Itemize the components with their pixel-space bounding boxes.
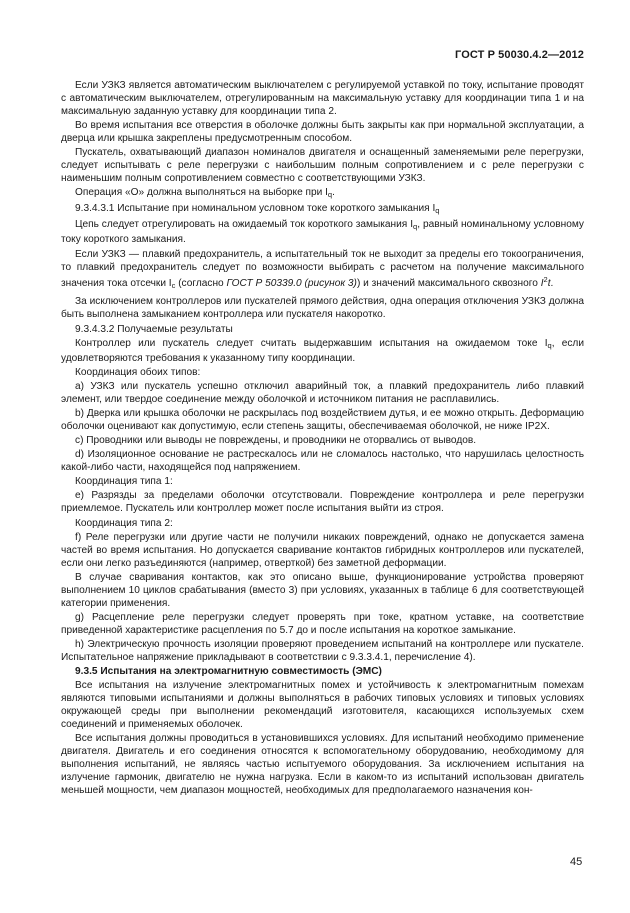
paragraph: Пускатель, охватывающий диапазон номиналов двигателя и оснащенный заменяемыми реле перегрузки, следует испытывать с реле перегрузки с наибольшим полным сопротивлением и с реле перегрузки с наименьшим полным сопротивлением совместно с соответствующими УЗКЗ. <box>61 147 584 185</box>
section-heading-9-3-4-3-2: 9.3.4.3.2 Получаемые результаты <box>75 323 233 335</box>
paragraph: Координация типа 2: <box>75 517 173 529</box>
paragraph: Все испытания должны проводиться в установившихся условиях. Для испытаний необходимо применение двигателя. Двигатель и его соединения относятся к вспомогательному оборудованию, необходимому для выполнения испытаний, не являясь частью испытуемого оборудования. За исключением испытания на излучение гармоник, двигателю не нужна нагрузка. Если в каком-то из испытаний использован двигатель меньшей мощности, чем диапазон мощностей, необходимых для предполагаемого назначения кон- <box>61 733 584 796</box>
section-heading-9-3-5: 9.3.5 Испытания на электромагнитную совместимость (ЭМС) <box>75 665 382 677</box>
paragraph: Координация типа 1: <box>75 476 173 488</box>
list-item-b: b) Дверка или крышка оболочки не раскрылась под воздействием дутья, и ее можно открыть. Деформацию оболочки оценивают как допустимую, если степень защиты, обеспечиваемая оболочкой, не ниже IP2X. <box>61 407 584 432</box>
list-item-d: d) Изоляционное основание не растрескалось или не сломалось настолько, что нарушилась целостность какой-либо части, находящейся под напряжением. <box>61 449 584 474</box>
page-number: 45 <box>570 856 583 868</box>
list-item-a: a) УЗКЗ или пускатель успешно отключил аварийный ток, а плавкий предохранитель либо плавкий элемент, или твердое соединение между оболочкой и источником питания не расплавились. <box>61 380 584 405</box>
paragraph-operation-o: Операция «О» должна выполняться на выборке при $I_q$. <box>75 187 335 200</box>
paragraph: За исключением контроллеров или пускателей прямого действия, одна операция отключения УЗКЗ должна быть выполнена замыканием контроллера или пускателя накоротко. <box>61 296 584 321</box>
document-body <box>61 80 584 799</box>
standard-reference: ГОСТ Р 50339.0 (рисунок 3) <box>226 278 357 290</box>
paragraph-fuse: Если УЗКЗ — плавкий предохранитель, а испытательный ток не выходит за пределы его токоограничения, то плавкий предохранитель следует по возможности выбирать с расчетом на получение максимального значения тока отсечки $I_c$ (согласно ГОСТ Р 50339.0 (рисунок 3)) и значений максимального сквозного $I^2t$. <box>61 248 584 291</box>
list-item-c: c) Проводники или выводы не повреждены, и проводники не оторвались от выводов. <box>75 435 477 447</box>
list-item-f: f) Реле перегрузки или другие части не получили никаких повреждений, однако не допускается замена частей во время испытания. Но допускается сваривание контактов гибридных контроллеров или пускателей, если они легко разъединяются (например, отверткой) без заметной деформации. <box>61 531 584 569</box>
list-item-e: e) Разрязды за пределами оболочки отсутствовали. Повреждение контроллера и реле перегрузки приемлемое. Пускатель или контроллер может после испытания выйти из строя. <box>61 490 584 515</box>
list-item-g: g) Расцепление реле перегрузки следует проверять при токе, кратном уставке, на соответствие приведенной характеристике расцепления по 5.7 до и после испытания на короткое замыкание. <box>61 611 584 636</box>
document-header: ГОСТ Р 50030.4.2—2012 <box>455 49 584 61</box>
paragraph: Цепь следует отрегулировать на ожидаемый ток короткого замыкания $I_q$, равный номинальному условному току короткого замыкания. <box>61 219 584 246</box>
paragraph: Контроллер или пускатель следует считать выдержавшим испытания на ожидаемом токе $I_q$, если удовлетворяются требования к указанному типу координации. <box>61 337 584 364</box>
paragraph: Если УЗКЗ является автоматическим выключателем с регулируемой уставкой по току, испытание проводят с автоматическим выключателем, отрегулированным на максимальную уставку для координации типа 1 и на максимальную заданную уставку для координации типа 2. <box>61 80 584 117</box>
section-heading-9-3-4-3-1: 9.3.4.3.1 Испытание при номинальном условном токе короткого замыкания $I_q$ <box>75 203 440 216</box>
paragraph: Во время испытания все отверстия в оболочке должны быть закрыты как при нормальной эксплуатации, а дверца или крышка закреплены предусмотренным способом. <box>61 120 584 144</box>
paragraph: Координация обоих типов: <box>75 366 201 378</box>
list-item-h: h) Электрическую прочность изоляции проверяют проведением испытаний на контроллере или пускателе. Испытательное напряжение прикладывают в соответствии с 9.3.3.4.1, перечисление 4). <box>61 638 584 663</box>
paragraph: Все испытания на излучение электромагнитных помех и устойчивость к электромагнитным помехам являются типовыми испытаниями и должны выполняться в рабочих типовых условиях и типовых условиях окружающей среды при выполнении рекомендаций изготовителя, касающихся используемых схем соединений и применяемых оболочек. <box>61 680 584 730</box>
paragraph: В случае сваривания контактов, как это описано выше, функционирование устройства проверяют выполнением 10 циклов срабатывания (вместо 3) при условиях, указанных в таблице 6 для соответствующей категории применения. <box>61 571 584 609</box>
